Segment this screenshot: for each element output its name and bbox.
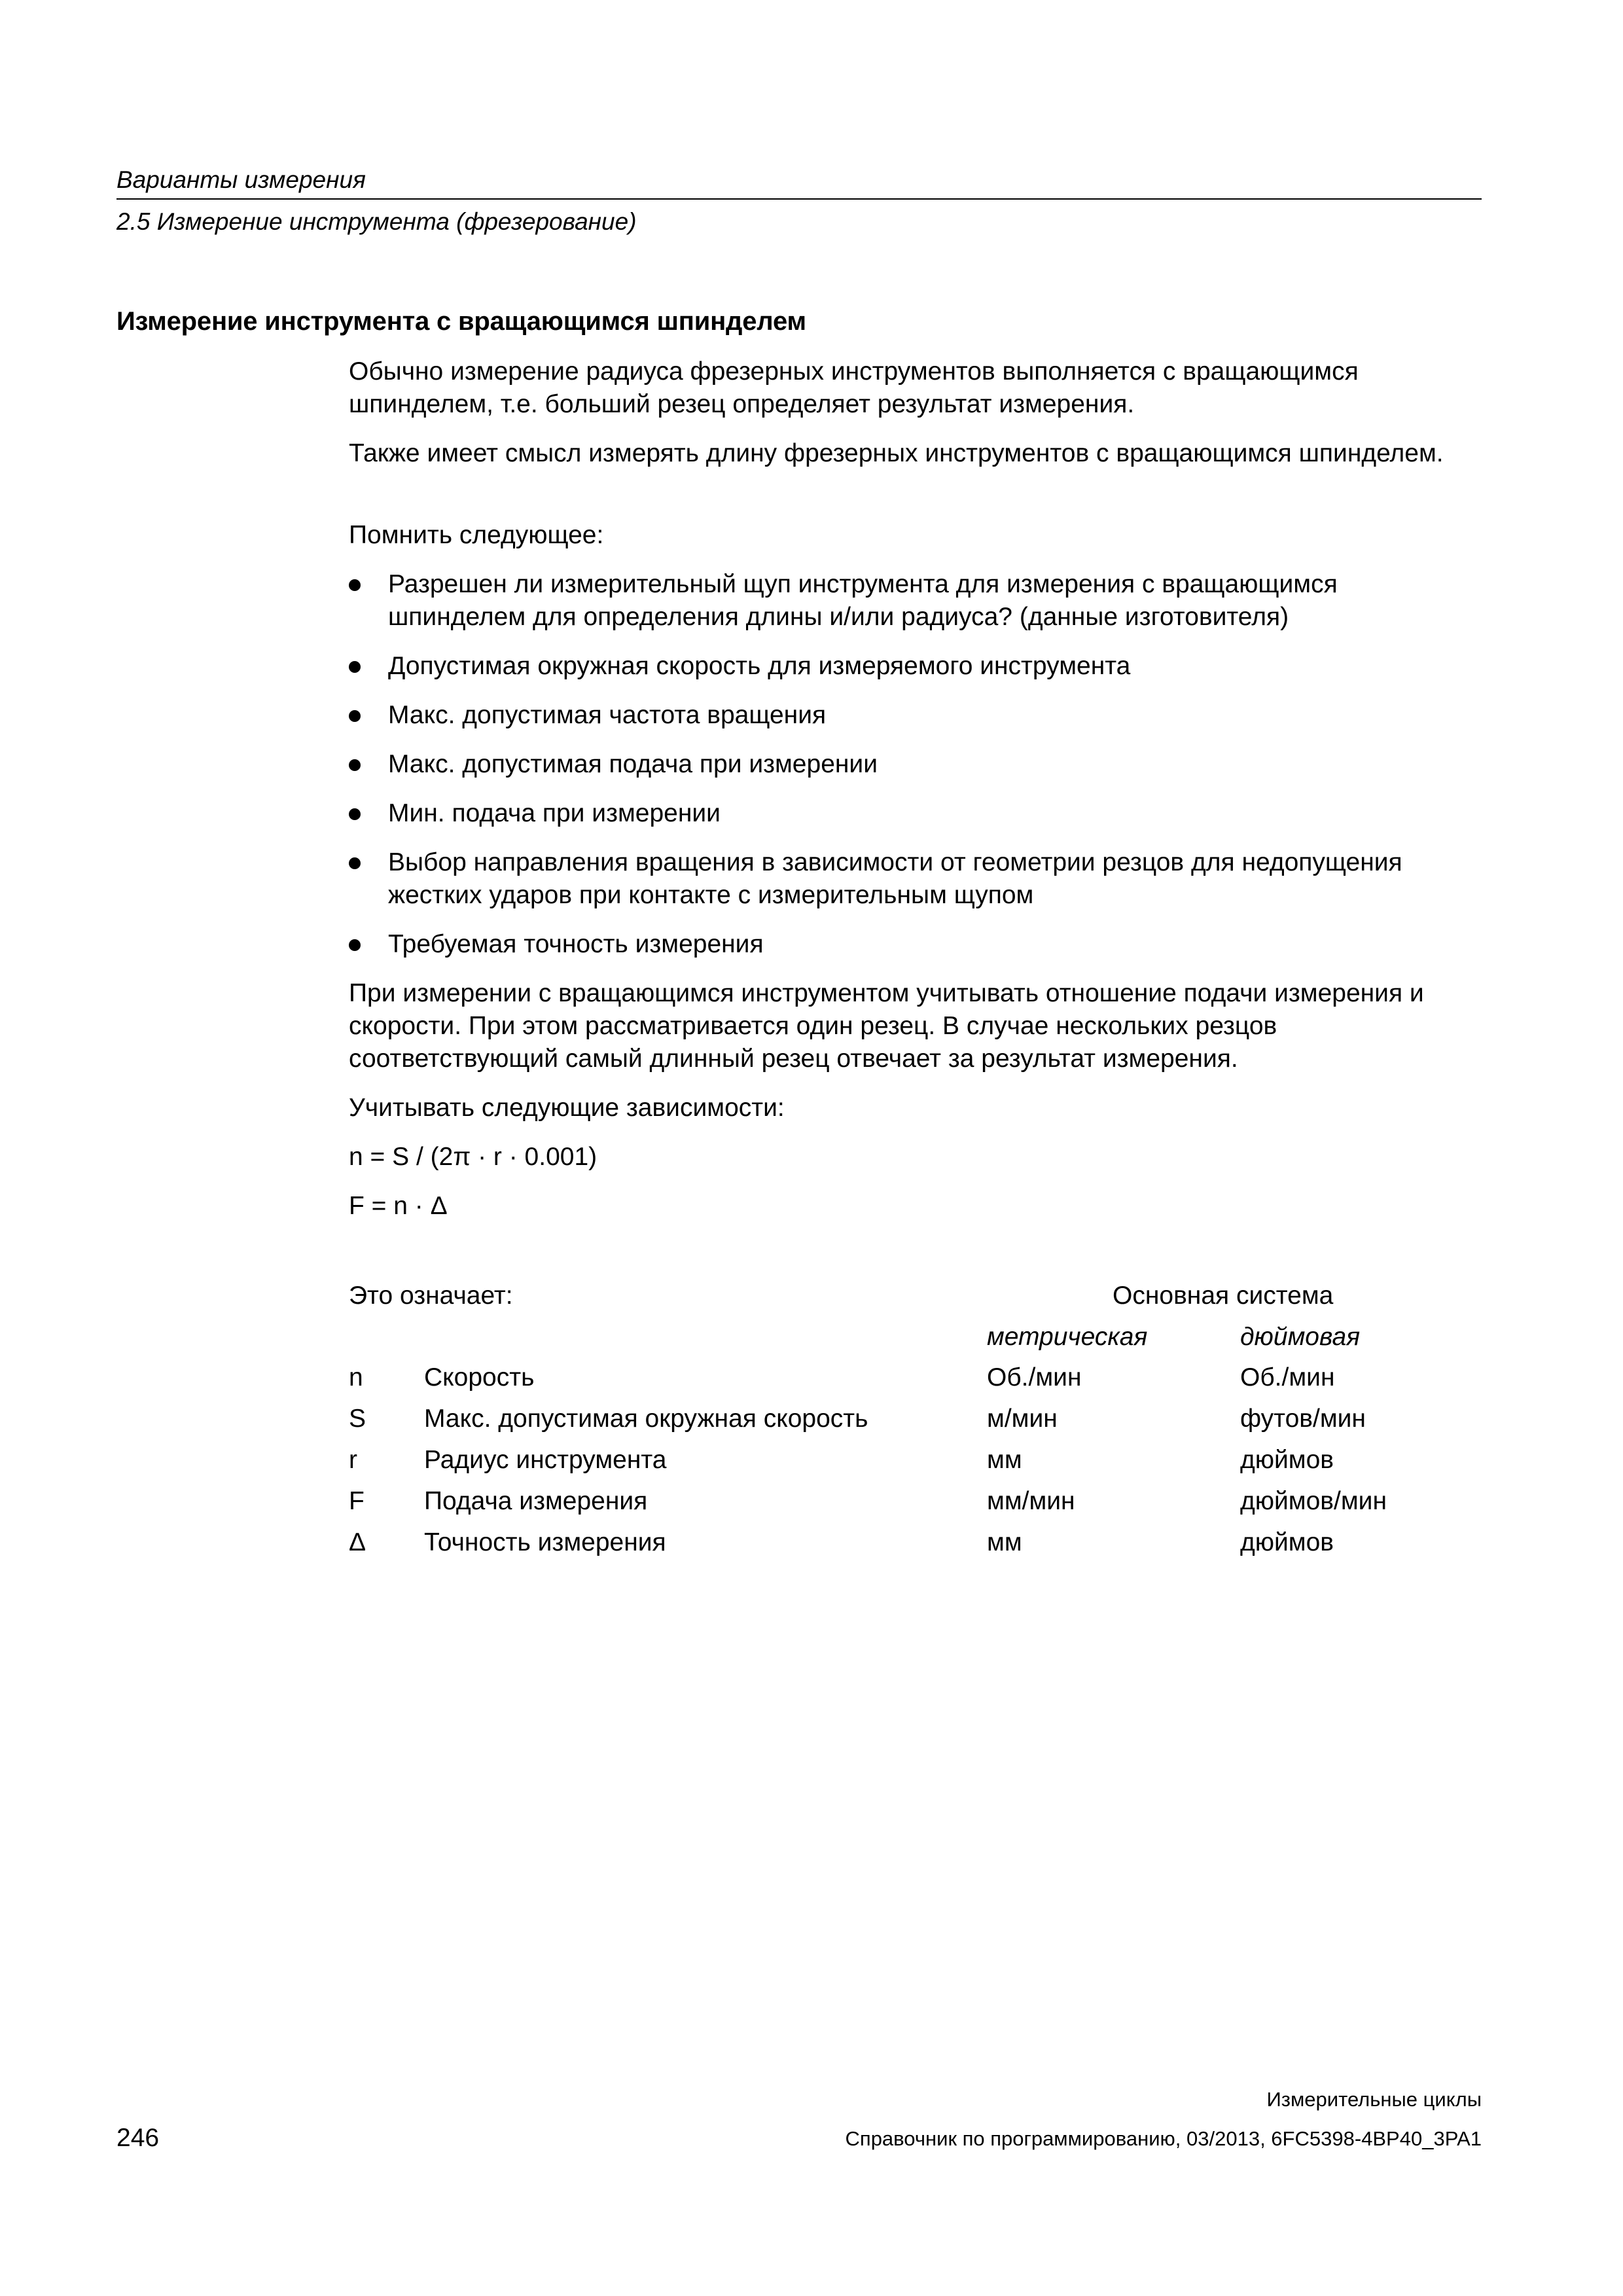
- bullet-item: Разрешен ли измерительный щуп инструмента для измерения с вращающимся шпинделем для определения длины и/или радиуса? (данные изготовителя): [388, 570, 1338, 631]
- table-symbol: F: [349, 1487, 365, 1515]
- footer-reference: Справочник по программированию, 03/2013, 6FC5398-4BP40_3PA1: [845, 2127, 1482, 2150]
- bullet-item: Требуемая точность измерения: [388, 930, 764, 958]
- table-unit-inch: Об./мин: [1240, 1363, 1335, 1391]
- table-symbol: r: [349, 1446, 357, 1474]
- formula-feed: F = n · Δ: [349, 1192, 448, 1220]
- table-symbol: n: [349, 1363, 363, 1391]
- page-number: 246: [116, 2124, 160, 2152]
- table-description: Радиус инструмента: [424, 1446, 667, 1474]
- table-symbol: S: [349, 1405, 366, 1433]
- table-system-header: Основная система: [1113, 1282, 1334, 1310]
- paragraph-intro: Обычно измерение радиуса фрезерных инструментов выполняется с вращающимся шпинделем, т.е. больший резец определяет результат измерения.: [349, 357, 1359, 418]
- paragraph-dependencies: Учитывать следующие зависимости:: [349, 1094, 785, 1122]
- formula-speed: n = S / (2π · r · 0.001): [349, 1143, 597, 1171]
- table-unit-inch: футов/мин: [1240, 1405, 1366, 1433]
- table-description: Макс. допустимая окружная скорость: [424, 1405, 868, 1433]
- table-col-metric: метрическая: [987, 1323, 1148, 1351]
- bullet-marker: [349, 808, 361, 820]
- bullet-marker: [349, 759, 361, 771]
- header-rule: [116, 198, 1482, 200]
- table-description: Скорость: [424, 1363, 535, 1391]
- paragraph-ratio: При измерении с вращающимся инструментом учитывать отношение подачи измерения и скорости. При этом рассматривается один резец. В случае нескольких резцов соответствующий самый длинный резец отвечает за результат измерения.: [349, 979, 1424, 1073]
- table-unit-metric: Об./мин: [987, 1363, 1082, 1391]
- section-title: Измерение инструмента с вращающимся шпинделем: [116, 307, 806, 336]
- bullet-item: Выбор направления вращения в зависимости от геометрии резцов для недопущения жестких ударов при контакте с измерительным щупом: [388, 848, 1402, 909]
- table-unit-inch: дюймов: [1240, 1528, 1334, 1556]
- table-symbol: Δ: [349, 1528, 366, 1556]
- running-header-chapter: Варианты измерения: [116, 166, 366, 193]
- bullet-marker: [349, 579, 361, 591]
- bullet-marker: [349, 710, 361, 722]
- footer-book-title: Измерительные циклы: [1266, 2088, 1482, 2111]
- bullet-marker: [349, 857, 361, 869]
- paragraph-remember: Помнить следующее:: [349, 521, 604, 549]
- bullet-item: Макс. допустимая подача при измерении: [388, 750, 878, 778]
- table-unit-inch: дюймов/мин: [1240, 1487, 1387, 1515]
- table-unit-inch: дюймов: [1240, 1446, 1334, 1474]
- table-description: Точность измерения: [424, 1528, 666, 1556]
- bullet-item: Мин. подача при измерении: [388, 799, 721, 827]
- table-means-label: Это означает:: [349, 1282, 513, 1310]
- running-header-section: 2.5 Измерение инструмента (фрезерование): [116, 208, 637, 235]
- table-unit-metric: м/мин: [987, 1405, 1058, 1433]
- table-description: Подача измерения: [424, 1487, 648, 1515]
- bullet-item: Допустимая окружная скорость для измеряемого инструмента: [388, 652, 1131, 680]
- table-unit-metric: мм: [987, 1446, 1022, 1474]
- bullet-marker: [349, 939, 361, 951]
- paragraph-length: Также имеет смысл измерять длину фрезерных инструментов с вращающимся шпинделем.: [349, 439, 1444, 467]
- bullet-item: Макс. допустимая частота вращения: [388, 701, 827, 729]
- table-unit-metric: мм: [987, 1528, 1022, 1556]
- bullet-marker: [349, 661, 361, 673]
- table-col-inch: дюймовая: [1240, 1323, 1361, 1351]
- table-unit-metric: мм/мин: [987, 1487, 1075, 1515]
